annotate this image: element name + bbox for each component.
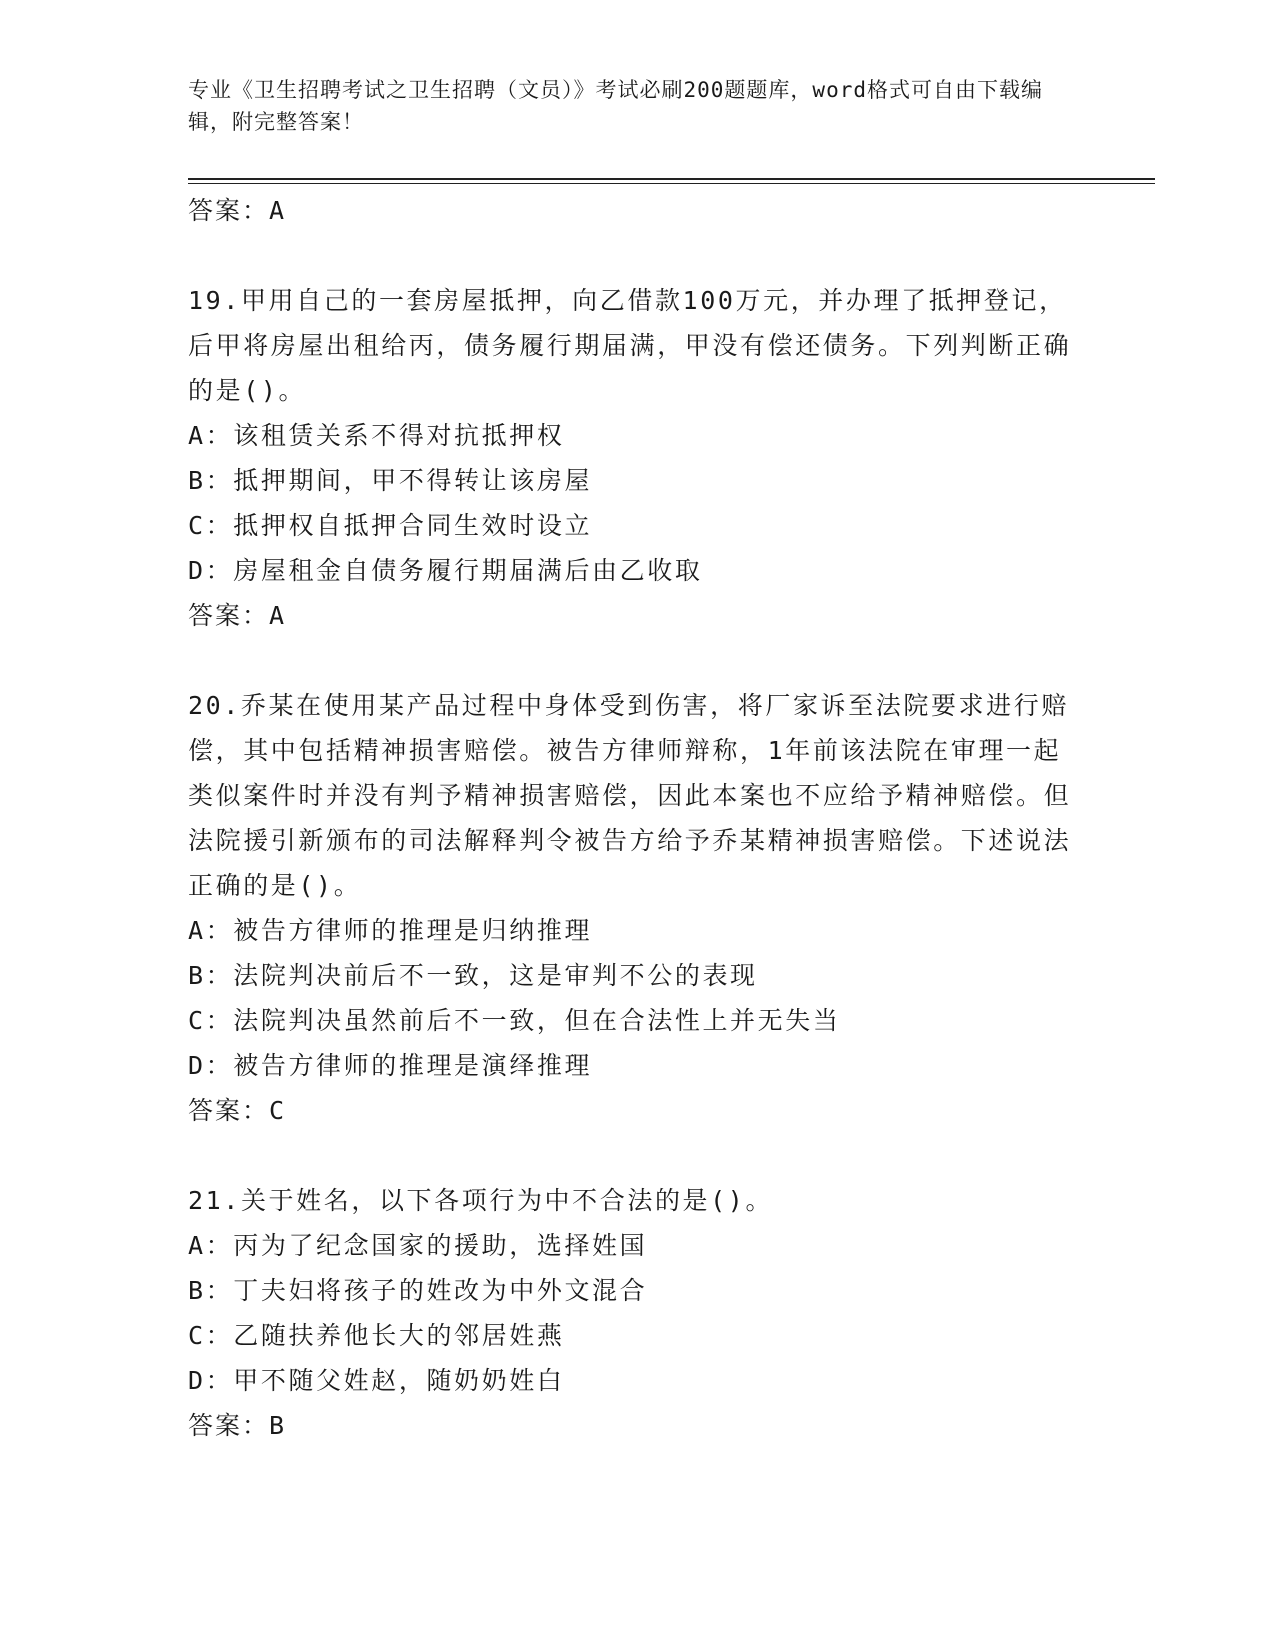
option-b: B：抵押期间，甲不得转让该房屋 (188, 466, 593, 495)
question-answer: 答案：C (188, 1096, 287, 1125)
document-body (188, 188, 1088, 1449)
option-c: C：乙随扶养他长大的邻居姓燕 (188, 1321, 565, 1350)
option-c: C：法院判决虽然前后不一致，但在合法性上并无失当 (188, 1006, 841, 1035)
option-d: D：被告方律师的推理是演绎推理 (188, 1051, 593, 1080)
question-stem: 19.甲用自己的一套房屋抵押，向乙借款100万元，并办理了抵押登记，后甲将房屋出租给丙，债务履行期届满，甲没有偿还债务。下列判断正确的是()。 (188, 286, 1072, 405)
option-a: A：被告方律师的推理是归纳推理 (188, 916, 593, 945)
option-a: A：丙为了纪念国家的援助，选择姓国 (188, 1231, 648, 1260)
option-c: C：抵押权自抵押合同生效时设立 (188, 511, 593, 540)
document-header: 专业《卫生招聘考试之卫生招聘（文员）》考试必刷200题题库，word格式可自由下载编辑，附完整答案！ (188, 78, 1043, 134)
question-19 (188, 278, 1088, 639)
option-d: D：房屋租金自债务履行期届满后由乙收取 (188, 556, 703, 585)
question-20 (188, 683, 1088, 1134)
option-d: D：甲不随父姓赵，随奶奶姓白 (188, 1366, 565, 1395)
option-b: B：法院判决前后不一致，这是审判不公的表现 (188, 961, 758, 990)
question-stem: 20.乔某在使用某产品过程中身体受到伤害，将厂家诉至法院要求进行赔偿，其中包括精神损害赔偿。被告方律师辩称，1年前该法院在审理一起类似案件时并没有判予精神损害赔偿，因此本案也不应给予精神赔偿。但法院援引新颁布的司法解释判令被告方给予乔某精神损害赔偿。下述说法正确的是()。 (188, 691, 1072, 900)
header-rule-thin (188, 183, 1155, 184)
option-b: B：丁夫妇将孩子的姓改为中外文混合 (188, 1276, 648, 1305)
question-stem: 21.关于姓名，以下各项行为中不合法的是()。 (188, 1186, 774, 1215)
header-rule-thick (188, 178, 1155, 180)
question-answer: 答案：B (188, 1411, 287, 1440)
previous-answer: 答案：A (188, 196, 287, 225)
question-21 (188, 1178, 1088, 1449)
question-answer: 答案：A (188, 601, 287, 630)
option-a: A：该租赁关系不得对抗抵押权 (188, 421, 565, 450)
